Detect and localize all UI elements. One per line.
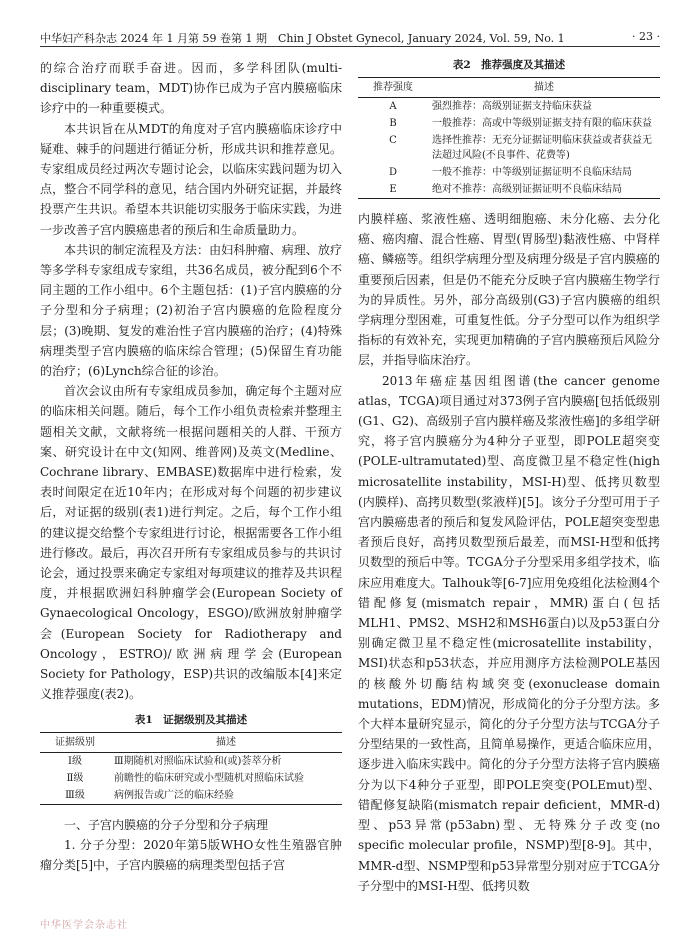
table-row xyxy=(40,752,342,770)
table-cell: Ⅰ级 xyxy=(68,755,82,767)
table-2 xyxy=(358,58,660,199)
paragraph: 2013年癌症基因组图谱(the cancer genome atlas，TCGA)项目通过对373例子宫内膜癌[包括低级别(G1、G2)、高级别子宫内膜样癌及浆液性癌]的多组学研究，将子宫内膜癌分为4种分子亚型，即POLE超突变(POLE-ultramutated)型、高度微卫星不稳定性(high microsatellite instability，MSI-H)型、低拷贝数型(内膜样)、高拷贝数型(浆液样)[5]。该分子分型可用于子宫内膜癌患者的预后和复发风险评估，POLE超突变型患者预后良好，高拷贝数型预后最差，而MSI-H型和低拷贝数型的预后中等。TCGA分子分型采用多组学技术，临床应用难度大。Talhouk等[6-7]应用免疫组化法检测4个错配修复(mismatch repair，MMR)蛋白(包括MLH1、PMS2、MSH2和MSH6蛋白)以及p53蛋白分别确定微卫星不稳定性(microsatellite instability，MSI)状态和p53状态，并应用测序方法检测POLE基因的核酸外切酶结构域突变(exonuclease domain mutations，EDM)情况，形成简化的分子分型方法。多个大样本量研究显示，简化的分子分型方法与TCGA分子分型结果的一致性高，且简单易操作，更适合临床应用，逐步进入临床实践中。简化的分子分型方法将子宫内膜癌分为以下4种分子亚型，即POLE突变(POLEmut)型、错配修复缺陷(mismatch repair deficient，MMR-d)型、p53异常(p53abn)型、无特殊分子改变(no specific molecular profile，NSMP)型[8-9]。其中，MMR-d型、NSMP型和p53异常型分别对应于TCGA分子分型中的MSI-H型、低拷贝数 xyxy=(358,373,660,893)
table-1 xyxy=(40,713,342,805)
table-row xyxy=(40,770,342,787)
section-heading: 一、子宫内膜癌的分子分型和分子病理 xyxy=(64,817,269,832)
table-header-row xyxy=(40,732,342,752)
column-header: 描述 xyxy=(534,82,554,93)
table-row xyxy=(40,787,342,805)
table-cell: E xyxy=(389,184,397,195)
right-column xyxy=(358,58,660,896)
evidence-level-table xyxy=(40,732,342,805)
running-header xyxy=(40,30,660,47)
paragraph: 的综合治疗而联手奋进。因而，多学科团队(multi-disciplinary team，MDT)协作已成为子宫内膜癌临床诊疗中的一种重要模式。 xyxy=(40,61,342,116)
paragraph: 内膜样癌、浆液性癌、透明细胞癌、未分化癌、去分化癌、癌肉瘤、混合性癌、胃型(胃肠型)黏液性癌、中肾样癌、鳞癌等。组织学病理分型及病理分级是子宫内膜癌的重要预后因素，但是仍不能充分反映子宫内膜癌生物学行为的异质性。另外，部分高级别(G3)子宫内膜癌的组织学病理分型困难，可重复性低。分子分型可以作为组织学指标的有效补充，实现更加精确的子宫内膜癌预后风险分层，并指导临床治疗。 xyxy=(358,212,660,368)
table-cell: D xyxy=(388,167,398,178)
table-cell: 一般不推荐：中等级别证据证明不良临床结局 xyxy=(432,167,632,178)
footer-watermark: 中华医学会杂志社 xyxy=(40,920,128,931)
table-cell: 选择性推荐：无充分证据证明临床获益或者获益无法超过风险(不良事件、花费等) xyxy=(432,135,652,161)
table-row xyxy=(358,98,660,116)
table-cell: Ⅲ级 xyxy=(65,789,85,801)
table-cell: C xyxy=(389,135,397,146)
table-cell: Ⅲ期随机对照临床试验和(或)荟萃分析 xyxy=(114,755,282,767)
left-column xyxy=(40,58,342,875)
paragraph: 1. 分子分型：2020年第5版WHO女性生殖器官肿瘤分类[5]中，子宫内膜癌的病理类型包括子宫 xyxy=(40,837,342,872)
table-row xyxy=(358,164,660,181)
table-cell: Ⅱ级 xyxy=(66,772,84,784)
column-header: 描述 xyxy=(216,736,236,748)
column-header: 证据级别 xyxy=(55,736,95,748)
column-header: 推荐强度 xyxy=(373,82,413,93)
table-header-row xyxy=(358,78,660,98)
table-cell: A xyxy=(389,101,397,112)
table-2-title: 表2 推荐强度及其描述 xyxy=(452,59,566,71)
table-cell: 绝对不推荐：高级别证据证明不良临床结局 xyxy=(432,184,622,195)
paragraph: 本共识的制定流程及方法：由妇科肿瘤、病理、放疗等多学科专家组成专家组，共36名成员，被分配到6个不同主题的工作小组中。6个主题包括：(1)子宫内膜癌的分子分型和分子病理；(2)初治子宫内膜癌的危险程度分层；(3)晚期、复发的难治性子宫内膜癌的治疗；(4)特殊病理类型子宫内膜癌的临床综合管理；(5)保留生育功能的治疗；(6)Lynch综合征的诊治。 xyxy=(40,242,342,379)
table-cell: B xyxy=(389,118,397,129)
table-cell: 强烈推荐：高级别证据支持临床获益 xyxy=(432,101,592,112)
paragraph: 首次会议由所有专家组成员参加，确定每个主题对应的临床相关问题。随后，每个工作小组负责检索并整理主题相关文献，文献将统一根据问题相关的人群、干预方案、研究设计在中文(知网、维普网)及英文(Medline、Cochrane library、EMBASE)数据库中进行检索，发表时间限定在近10年内；在形成对每个问题的初步建议后，对证据的级别(表1)进行判定。之后，每个工作小组的建议提交给整个专家组进行讨论，根据需要各工作小组进行修改。最后，再次召开所有专家组成员参与的共识讨论会，通过投票来确定专家组对每项建议的推荐及共识程度，并根据欧洲妇科肿瘤学会(European Society of Gynaecological Oncology，ESGO)/欧洲放射肿瘤学会(European Society for Radiotherapy and Oncology，ESTRO)/欧洲病理学会(European Society for Pathology，ESP)共识的改编版本[4]来定义推荐强度(表2)。 xyxy=(40,384,342,702)
table-cell: 一般推荐：高或中等级别证据支持有限的临床获益 xyxy=(432,118,652,129)
journal-citation: 中华妇产科杂志 2024 年 1 月第 59 卷第 1 期 Chin J Obstet Gynecol, January 2024, Vol. 59, No. 1 xyxy=(40,32,565,45)
page-number: · 23 · xyxy=(632,30,660,43)
table-row xyxy=(358,181,660,199)
paragraph: 本共识旨在从MDT的角度对子宫内膜癌临床诊疗中疑难、棘手的问题进行循证分析，形成共识和推荐意见。专家组成员经过两次专题讨论会，以临床实践问题为切入点，整合不同学科的意见，结合国内外研究证据，并最终投票产生共识。希望本共识能切实服务于临床实践，为进一步改善子宫内膜癌患者的预后和生命质量助力。 xyxy=(40,121,342,237)
table-cell: 病例报告或广泛的临床经验 xyxy=(114,789,234,801)
table-row xyxy=(358,132,660,164)
table-row xyxy=(358,115,660,132)
recommendation-strength-table xyxy=(358,77,660,199)
table-cell: 前瞻性的临床研究或小型随机对照临床试验 xyxy=(114,772,304,784)
table-1-title: 表1 证据级别及其描述 xyxy=(134,713,248,726)
